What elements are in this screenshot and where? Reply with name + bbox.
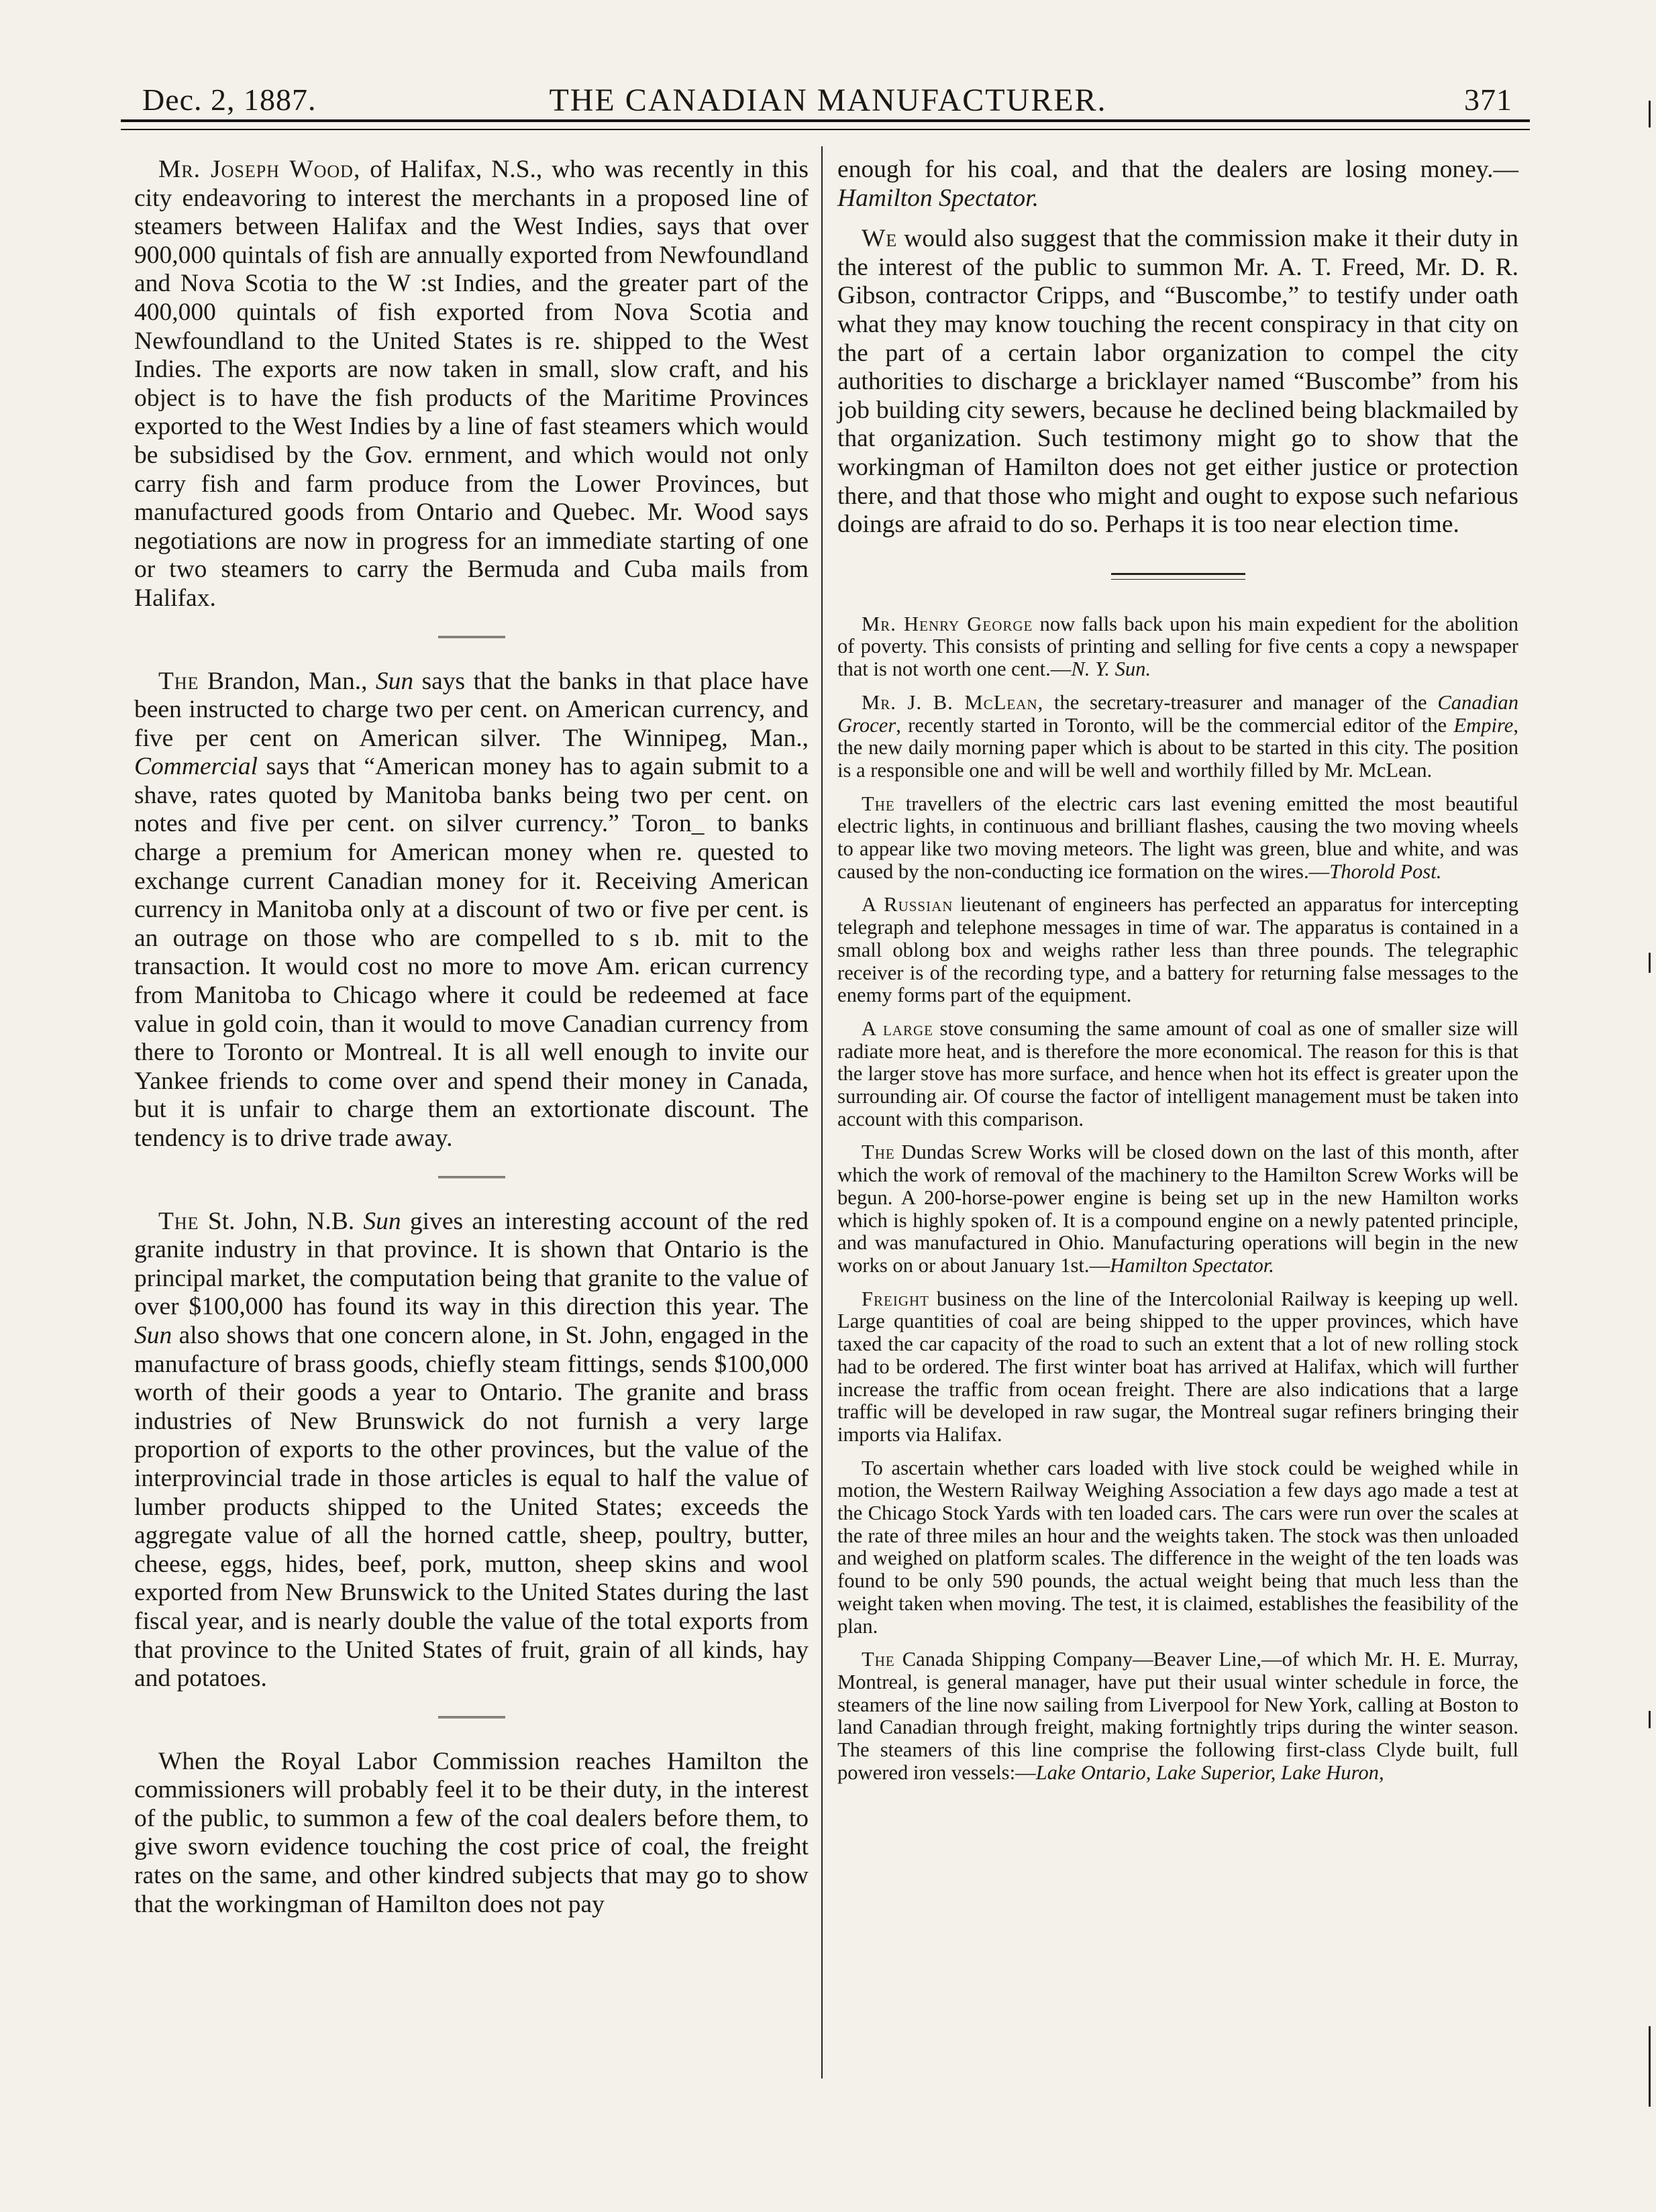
- news-briefs: [837, 613, 1518, 1785]
- article-body: Dundas Screw Works will be closed down on the last of this month, after which the work of removal of the machinery to the Hamilton Screw Works will be begun. A 200-horse-power engine is being set up in the new Hamilton works which is highly spoken of. It is a compound engine on a newly patented principle, and was manufactured in Ohio. Manufacturing operations will begin in the new works on or about January 1st.—: [837, 1141, 1518, 1277]
- article-body: , recently started in Toronto, will be the commercial editor of the: [896, 713, 1454, 737]
- section-separator: [1111, 573, 1245, 580]
- article-body: To ascertain whether cars loaded with live stock could be weighed while in motion, the Western Railway Weighing Association a few days ago made a test at the Chicago Stock Yards with ten loaded cars. The cars were run over the scales at the rate of three miles an hour and the weights taken. The stock was then unloaded and weighed on platform scales. The difference in the weight of the ten loads was found to be only 590 pounds, the actual weight being that much less than the weight taken when moving. The test, it is claimed, establishes the feasibility of the plan.: [837, 1456, 1518, 1638]
- left-column: [134, 156, 809, 1931]
- article-body: says that “American money has to again submit to a shave, rates quoted by Manitoba banks being two per cent. on notes and five per cent. on silver currency.” Toron_ to banks charge a premium for American money when re. quested to exchange current Canadian money for it. Receiving American currency in Manitoba only at a discount of two or five per cent. is an outrage on those who are compelled to s ıb. mit to the transaction. It would cost no more to move Am. erican currency from Manitoba to Chicago where it could be redeemed at face value in gold coin, than it would to move Canadian currency from there to Toronto or Montreal. It is all well enough to invite our Yankee friends to come over and spend their money in Canada, but it is unfair to charge them an extortionate discount. The tendency is to drive trade away.: [134, 753, 809, 1152]
- source-credit: Hamilton Spectator.: [837, 184, 1039, 212]
- brief-russian-apparatus: [837, 894, 1518, 1007]
- article-body: Canada Shipping Company—Beaver Line,—of which Mr. H. E. Murray, Montreal, is general manager, have put their usual winter schedule in force, the steamers of the line now sailing from Liverpool for New York, calling at Boston to land Canadian through freight, making fortnightly trips during the winter season. The steamers of this line comprise the following first-class Clyde built, full powered iron vessels:—: [837, 1648, 1518, 1784]
- article-lead: The: [862, 792, 895, 815]
- source-credit: Thorold Post.: [1329, 859, 1442, 883]
- issue-date: Dec. 2, 1887.: [142, 83, 317, 117]
- article-commission-suggestion: [837, 225, 1518, 539]
- article-lead: The: [158, 1207, 199, 1235]
- brief-mclean: [837, 692, 1518, 782]
- source-credit: Hamilton Spectator.: [1110, 1254, 1274, 1277]
- article-lead: A large: [862, 1016, 933, 1040]
- article-body: When the Royal Labor Commission reaches Hamilton the commissioners will probably feel it to be their duty, in the interest of the public, to summon a few of the coal dealers before them, to give sworn evidence touching the cost price of coal, the freight rates on the same, and other kindred subjects that may go to show that the workingman of Hamilton does not pay: [134, 1747, 809, 1918]
- article-body: gives an interesting account of the red granite industry in that province. It is shown that Ontario is the principal market, the computation being that granite to the value of over $100,000 has found its way in this direction this year. The: [134, 1207, 809, 1321]
- right-column: [837, 156, 1518, 1795]
- brief-dundas-screw-works: [837, 1141, 1518, 1277]
- article-lead: The: [862, 1648, 895, 1671]
- article-body: St. John, N.B.: [199, 1207, 364, 1235]
- column-divider: [821, 146, 823, 2078]
- article-lead: We: [862, 225, 898, 253]
- brief-large-stove: [837, 1018, 1518, 1131]
- article-brandon-sun: [134, 668, 809, 1153]
- source-credit: N. Y. Sun.: [1071, 657, 1151, 681]
- article-body: lieutenant of engineers has perfected an apparatus for intercepting telegraph and telephone messages in time of war. The apparatus is contained in a small oblong box and weighs rather less than three pounds. The telegraphic receiver is of the recording type, and a battery for returning false messages to the enemy forms part of the equipment.: [837, 893, 1518, 1007]
- article-body: would also suggest that the commission make it their duty in the interest of the public to summon Mr. A. T. Freed, Mr. D. R. Gibson, contractor Cripps, and “Buscombe,” to testify under oath what they may know touching the recent conspiracy in that city on the part of a certain labor organization to compel the city authorities to discharge a bricklayer named “Buscombe” from his job building city sewers, because he declined being blackmailed by that organization. Such testimony might go to show that the workingman of Hamilton does not get either justice or protection there, and that those who might and ought to expose such nefarious doings are afraid to do so. Perhaps it is too near election time.: [837, 225, 1518, 539]
- newspaper-name: Sun: [375, 667, 414, 695]
- article-joseph-wood: [134, 156, 809, 613]
- article-body: business on the line of the Intercolonial Railway is keeping up well. Large quantities of coal are being shipped to the upper provinces, which have taxed the car capacity of the road to such an extent that a lot of new rolling stock had to be ordered. The first winter boat has arrived at Halifax, which will further increase the traffic from ocean freight. There are also indications that a large traffic will be developed in raw sugar, the Montreal sugar refiners bringing their imports via Halifax.: [837, 1287, 1518, 1446]
- article-body: of Halifax, N.S., who was recently in this city endeavoring to interest the merchants in a proposed line of steamers between Halifax and the West Indies, says that over 900,000 quintals of fish are annually exported from Newfoundland and Nova Scotia to the W :st Indies, and the greater part of the 400,000 quintals of fish exported from Nova Scotia and Newfoundland to the United States is re. shipped to the West Indies. The exports are now taken in small, slow craft, and his object is to have the fish products of the Maritime Provinces exported to the West Indies by a line of fast steamers which would be subsidised by the Gov. ernment, and which would not only carry fish and farm produce from the Lower Provinces, but manufactured goods from Ontario and Quebec. Mr. Wood says negotiations are now in progress for an immediate starting of one or two steamers to carry the Bermuda and Cuba mails from Halifax.: [134, 156, 809, 612]
- brief-weighing-test: [837, 1457, 1518, 1638]
- article-body: Brandon, Man.,: [199, 667, 376, 695]
- article-body: also shows that one concern alone, in St. John, engaged in the manufacture of brass goods, chiefly steam fittings, sends $100,000 worth of their goods a year to Ontario. The granite and brass industries of New Brunswick do not furnish a very large proportion of exports to the other provinces, but the value of the interprovincial trade in those articles is equal to half the value of lumber products shipped to the United States; exceeds the aggregate value of all the horned cattle, sheep, poultry, butter, cheese, eggs, hides, beef, pork, mutton, sheep skins and wool exported from New Brunswick to the United States during the last fiscal year, and is nearly double the value of the total exports from that province to the United States of fruit, grain of all kinds, hay and potatoes.: [134, 1321, 809, 1693]
- newspaper-name: Empire: [1453, 713, 1514, 737]
- publication-title: THE CANADIAN MANUFACTURER.: [549, 83, 1107, 118]
- article-separator: [438, 1716, 505, 1721]
- article-body: stove consuming the same amount of coal as one of smaller size will radiate more heat, and is therefore the more economical. The reason for this is that the larger stove has more surface, and hence when hot its effect is greater upon the surrounding air. Of course the factor of intelligent management must be taken into account with this comparison.: [837, 1016, 1518, 1130]
- scan-edge-mark: [1649, 1711, 1651, 1728]
- article-body: enough for his coal, and that the dealers are losing money.—: [837, 156, 1518, 183]
- scan-edge-mark: [1649, 953, 1651, 973]
- article-body: says that the banks in that place have been instructed to charge two per cent. on American currency, and five per cent on American silver. The Winnipeg, Man.,: [134, 667, 809, 752]
- article-body: , the new daily morning paper which is about to be started in this city. The position is a responsible one and will be well and worthily filled by Mr. McLean.: [837, 713, 1518, 782]
- newspaper-name: Sun: [134, 1321, 172, 1349]
- article-body: travellers of the electric cars last evening emitted the most beautiful electric lights, in continuous and brilliant flashes, causing the two moving wheels to appear like two moving meteors. The light was green, blue and white, and was caused by the non-conducting ice formation on the wires.—: [837, 792, 1518, 883]
- article-separator: [438, 636, 505, 641]
- article-lead: The: [158, 667, 199, 695]
- article-separator: [438, 1176, 505, 1181]
- header-rule-thin: [121, 129, 1530, 130]
- scan-edge-mark: [1649, 2026, 1651, 2107]
- article-lead: A Russian: [862, 893, 953, 916]
- article-lead: The: [862, 1141, 895, 1164]
- article-lead: Mr. Joseph Wood,: [158, 156, 361, 183]
- brief-electric-cars: [837, 793, 1518, 884]
- newspaper-name: Commercial: [134, 753, 258, 781]
- page-number: 371: [1464, 83, 1512, 117]
- article-lead: Mr. J. B. McLean,: [862, 690, 1044, 714]
- scan-edge-mark: [1649, 101, 1651, 127]
- article-body: now falls back upon his main expedient for the abolition of poverty. This consists of printing and selling for five cents a copy a newspaper that is not worth one cent.—: [837, 612, 1518, 681]
- article-lead: Mr. Henry George: [862, 612, 1033, 635]
- ship-names: Lake Ontario, Lake Superior, Lake Huron,: [1035, 1760, 1384, 1784]
- article-st-john-sun: [134, 1208, 809, 1693]
- article-continuation: [837, 156, 1518, 213]
- brief-freight: [837, 1288, 1518, 1446]
- article-body: the secretary-treasurer and manager of the: [1043, 690, 1438, 714]
- header-rule-thick: [121, 119, 1530, 122]
- article-lead: Freight: [862, 1287, 930, 1310]
- newspaper-name: Sun: [363, 1207, 401, 1235]
- brief-beaver-line: [837, 1648, 1518, 1784]
- article-labor-commission: [134, 1748, 809, 1919]
- brief-henry-george: [837, 613, 1518, 681]
- newspaper-name: Canadian Grocer: [837, 690, 1518, 737]
